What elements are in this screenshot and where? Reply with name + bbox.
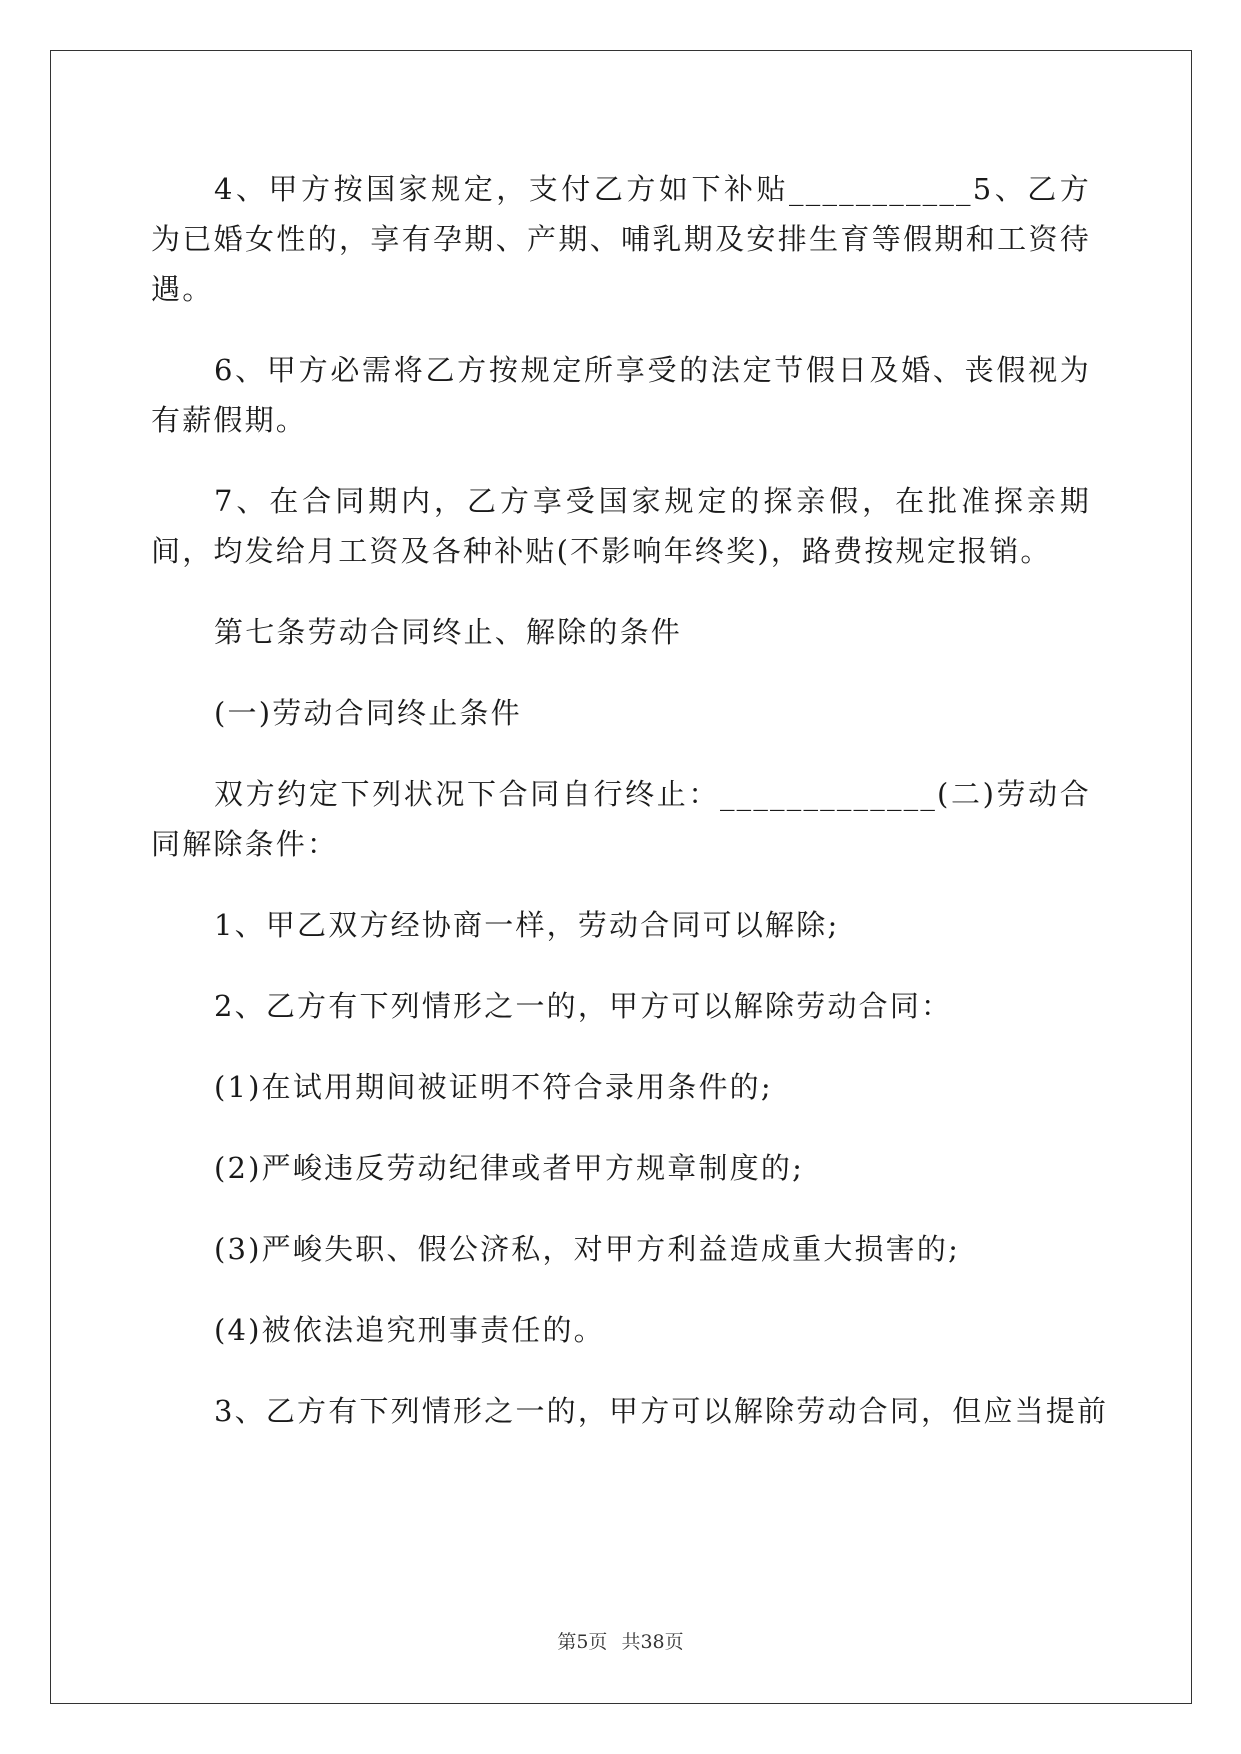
list-item-advance-notice: 3、乙方有下列情形之一的，甲方可以解除劳动合同，但应当提前 [214, 1394, 1109, 1428]
paragraph-paid-holidays: 6、甲方必需将乙方按规定所享受的法定节假日及婚、丧假视为有薪假期。 [151, 353, 1091, 437]
list-item-discipline: (2)严峻违反劳动纪律或者甲方规章制度的; [214, 1151, 805, 1185]
document-body [151, 164, 1109, 1467]
section-heading-article-7: 第七条劳动合同终止、解除的条件 [214, 615, 683, 649]
page-number: 第5页 [557, 1631, 608, 1653]
paragraph-home-leave: 7、在合同期内，乙方享受国家规定的探亲假，在批准探亲期间，均发给月工资及各种补贴(不影响年终奖)，路费按规定报销。 [151, 484, 1091, 568]
page-total: 共38页 [621, 1631, 684, 1653]
list-item-employer-rescind: 2、乙方有下列情形之一的，甲方可以解除劳动合同： [214, 989, 953, 1023]
list-item-probation: (1)在试用期间被证明不符合录用条件的; [214, 1070, 773, 1104]
list-item-misconduct: (3)严峻失职、假公济私，对甲方利益造成重大损害的; [214, 1232, 961, 1266]
page-footer [0, 1627, 1241, 1654]
list-item-criminal: (4)被依法追究刑事责任的。 [214, 1313, 605, 1347]
subsection-heading-termination: (一)劳动合同终止条件 [214, 696, 522, 730]
list-item-mutual-consent: 1、甲乙双方经协商一样，劳动合同可以解除; [214, 908, 840, 942]
paragraph-subsidy: 4、甲方按国家规定，支付乙方如下补贴___________5、乙方为已婚女性的，享有孕期、产期、哺乳期及安排生育等假期和工资待遇。 [151, 172, 1091, 306]
paragraph-agreed-termination: 双方约定下列状况下合同自行终止：_____________(二)劳动合同解除条件： [151, 777, 1091, 861]
